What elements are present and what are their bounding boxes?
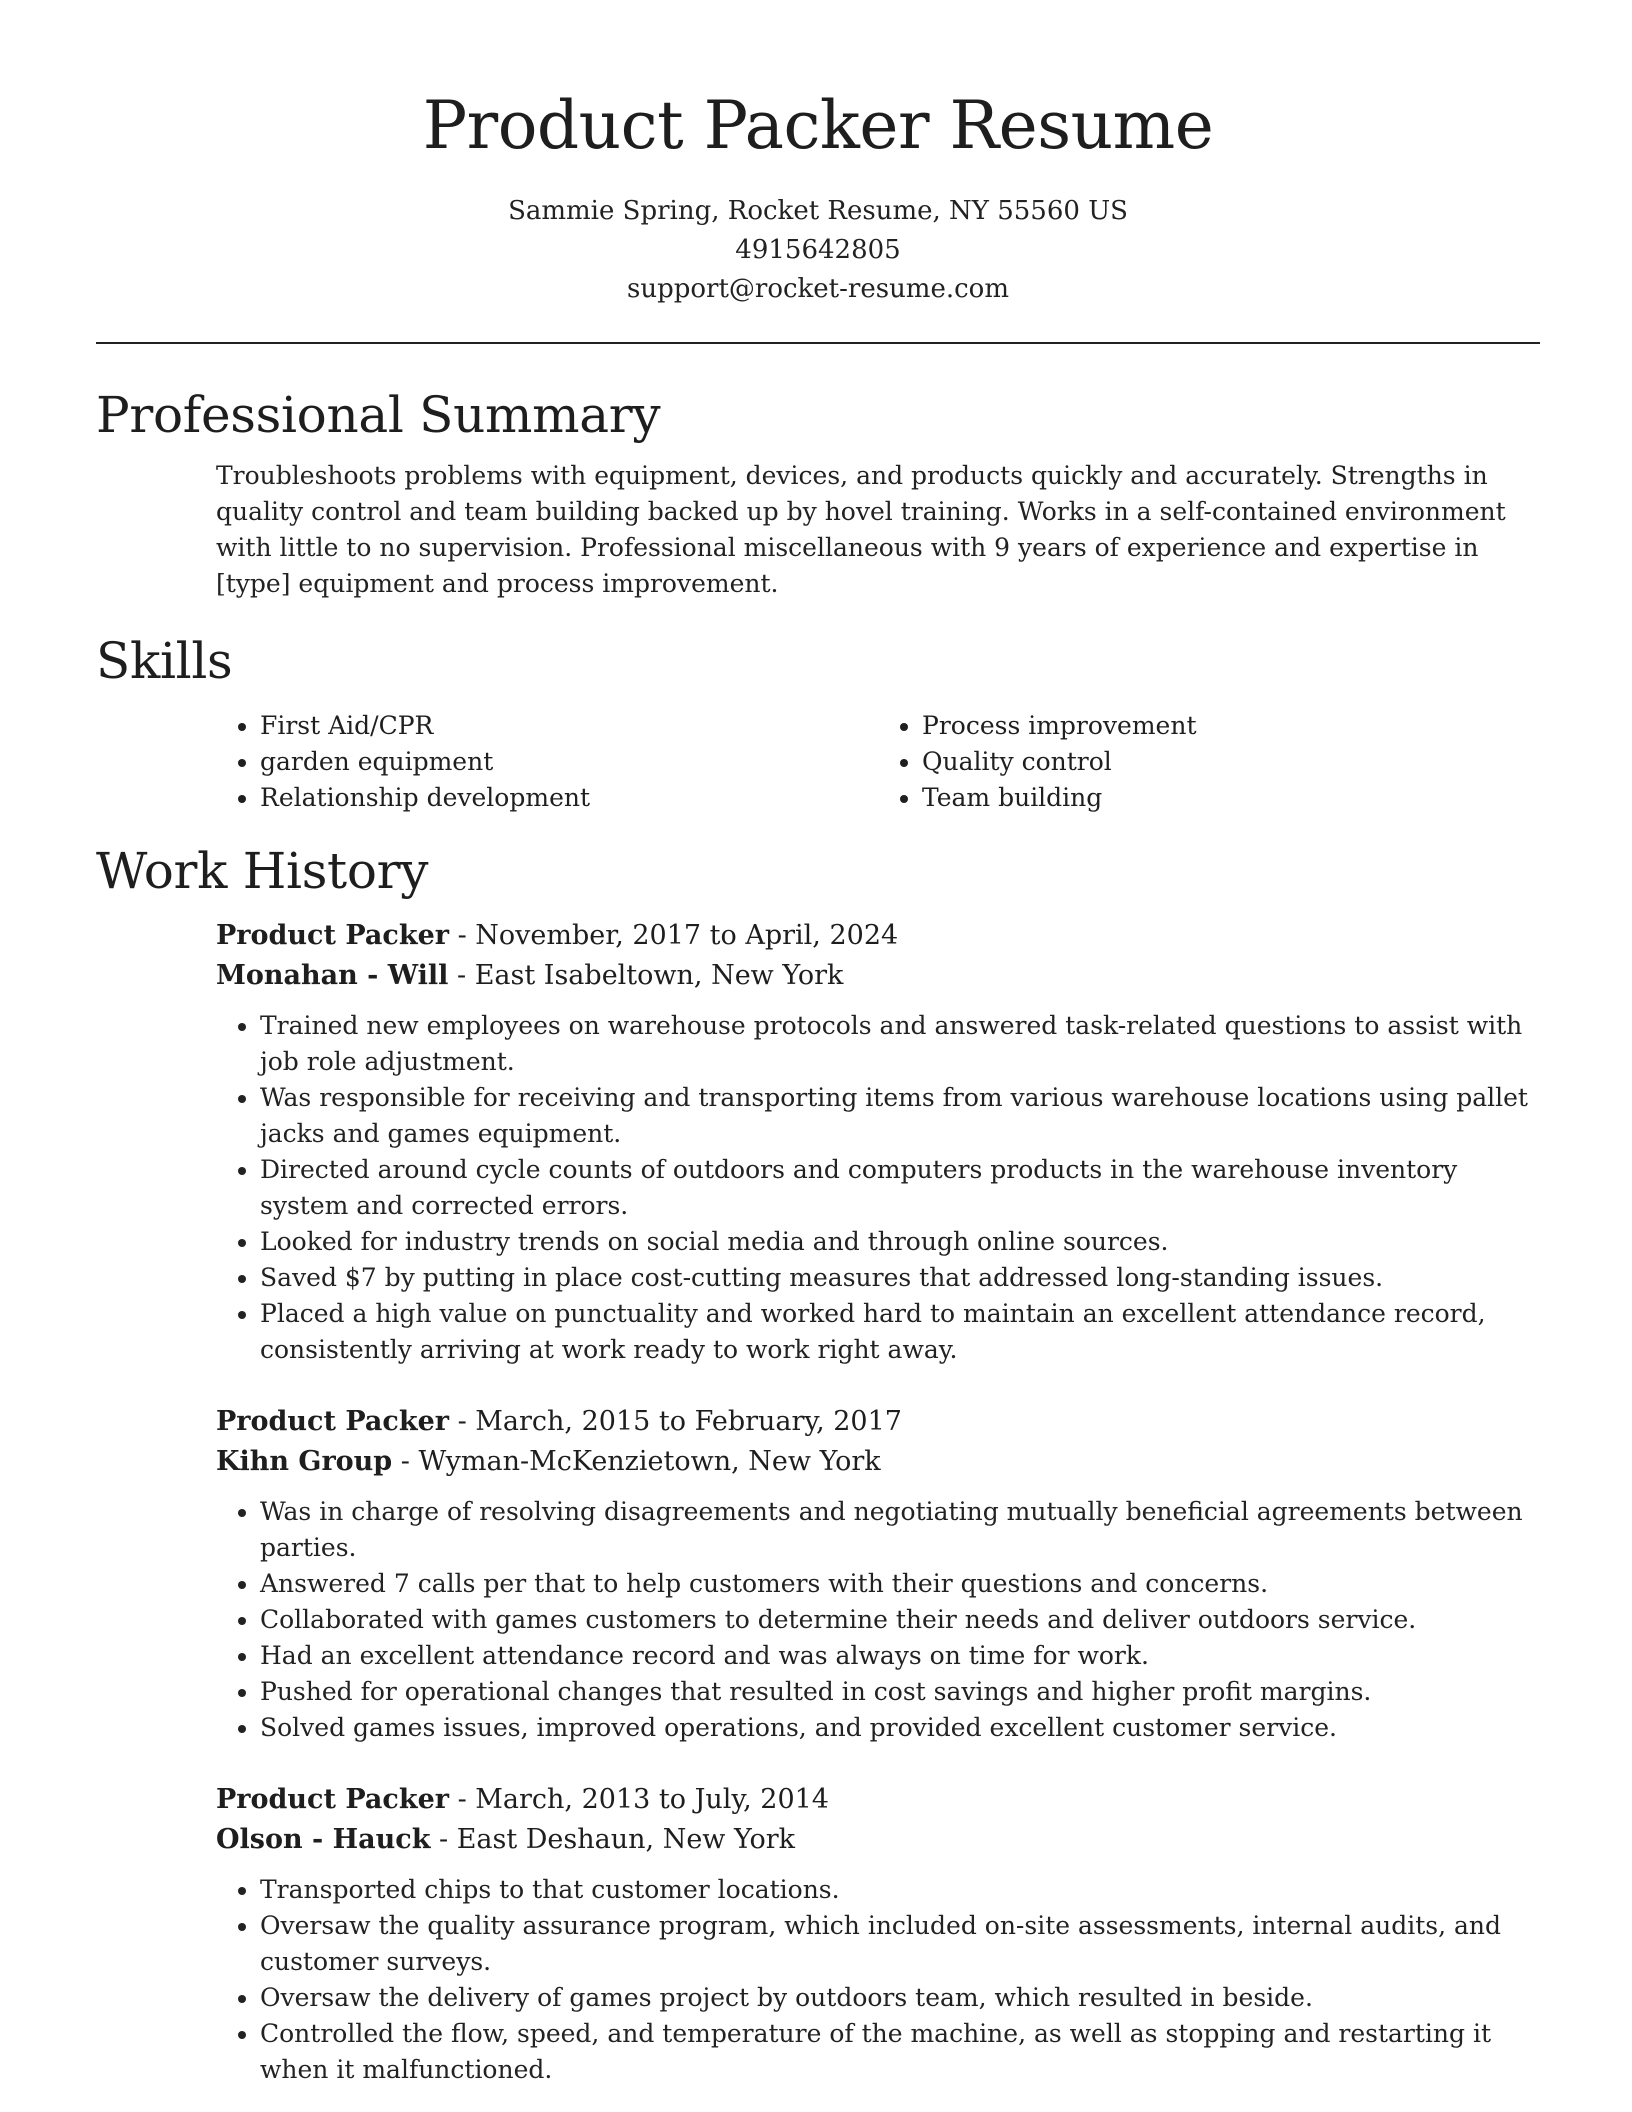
skill-item: • First Aid/CPR [260,708,878,744]
job-bullet: • Looked for industry trends on social media and through online sources. [260,1224,1540,1260]
skills-list-left [216,708,878,816]
job-title-line [216,1402,1540,1442]
job-company: Olson - Hauck [216,1824,431,1855]
job-bullet: • Solved games issues, improved operations, and provided excellent customer service. [260,1710,1540,1746]
work-history-section [96,838,1540,2088]
job-role: Product Packer [216,1406,449,1437]
job-bullet: • Trained new employees on warehouse protocols and answered task-related questions to assist with job role adjustment. [260,1008,1540,1080]
work-history-heading: Work History [96,842,429,900]
job-bullet: • Oversaw the quality assurance program, which included on-site assessments, internal audits, and customer surveys. [260,1908,1540,1980]
job-bullet: • Was in charge of resolving disagreements and negotiating mutually beneficial agreements between parties. [260,1494,1540,1566]
job-bullet: • Controlled the flow, speed, and temperature of the machine, as well as stopping and restarting it when it malfunctioned. [260,2016,1540,2088]
skills-columns [216,708,1540,816]
skill-item: • garden equipment [260,744,878,780]
header-divider [96,342,1540,344]
summary-text: Troubleshoots problems with equipment, devices, and products quickly and accurately. Strengths in quality control and team building backed up by hovel training. Works in a self-contained environment with little to no supervision. Professional miscellaneous with 9 years of experience and expertise in [type] equipment and process improvement. [216,461,1506,598]
job-bullet: • Was responsible for receiving and transporting items from various warehouse locations using pallet jacks and games equipment. [260,1080,1540,1152]
job-role: Product Packer [216,1784,449,1815]
resume-title: Product Packer Resume [422,87,1214,164]
job-bullet: • Transported chips to that customer locations. [260,1872,1540,1908]
skills-list-right [878,708,1540,816]
skill-item: • Team building [922,780,1540,816]
job-bullets [216,1008,1540,1368]
contact-phone: 4915642805 [735,235,901,265]
job-bullet: • Saved $7 by putting in place cost-cutting measures that addressed long-standing issues. [260,1260,1540,1296]
contact-address: Sammie Spring, Rocket Resume, NY 55560 US [508,196,1128,226]
job-location: - East Deshaun, New York [430,1824,795,1855]
job-dates: - March, 2013 to July, 2014 [448,1784,829,1815]
skills-heading: Skills [96,632,233,690]
job-bullet: • Had an excellent attendance record and was always on time for work. [260,1638,1540,1674]
contact-email: support@rocket-resume.com [626,274,1009,304]
job-entry [216,1780,1540,2088]
skill-item: • Relationship development [260,780,878,816]
job-bullet: • Pushed for operational changes that resulted in cost savings and higher profit margins. [260,1674,1540,1710]
job-dates: - November, 2017 to April, 2024 [448,920,899,951]
job-bullets [216,1872,1540,2088]
job-role: Product Packer [216,920,449,951]
job-bullet: • Directed around cycle counts of outdoors and computers products in the warehouse inventory system and corrected errors. [260,1152,1540,1224]
job-company-line [216,1442,1540,1482]
job-location: - Wyman-McKenzietown, New York [392,1446,881,1477]
job-title-line [216,916,1540,956]
job-entry [216,916,1540,1368]
job-entry [216,1402,1540,1746]
job-bullet: • Oversaw the delivery of games project by outdoors team, which resulted in beside. [260,1980,1540,2016]
skill-item: • Process improvement [922,708,1540,744]
job-location: - East Isabeltown, New York [448,960,844,991]
skills-section [96,628,1540,816]
job-dates: - March, 2015 to February, 2017 [448,1406,902,1437]
job-company: Kihn Group [216,1446,393,1477]
job-bullet: • Placed a high value on punctuality and worked hard to maintain an excellent attendance record, consistently arriving at work ready to work right away. [260,1296,1540,1368]
job-company: Monahan - Will [216,960,449,991]
contact-block [96,192,1540,309]
skill-item: • Quality control [922,744,1540,780]
job-company-line [216,1820,1540,1860]
summary-section [96,382,1540,602]
job-bullets [216,1494,1540,1746]
job-bullet: • Answered 7 calls per that to help customers with their questions and concerns. [260,1566,1540,1602]
job-company-line [216,956,1540,996]
summary-heading: Professional Summary [96,386,661,444]
job-bullet: • Collaborated with games customers to determine their needs and deliver outdoors service. [260,1602,1540,1638]
job-title-line [216,1780,1540,1820]
resume-page [96,0,1540,2088]
